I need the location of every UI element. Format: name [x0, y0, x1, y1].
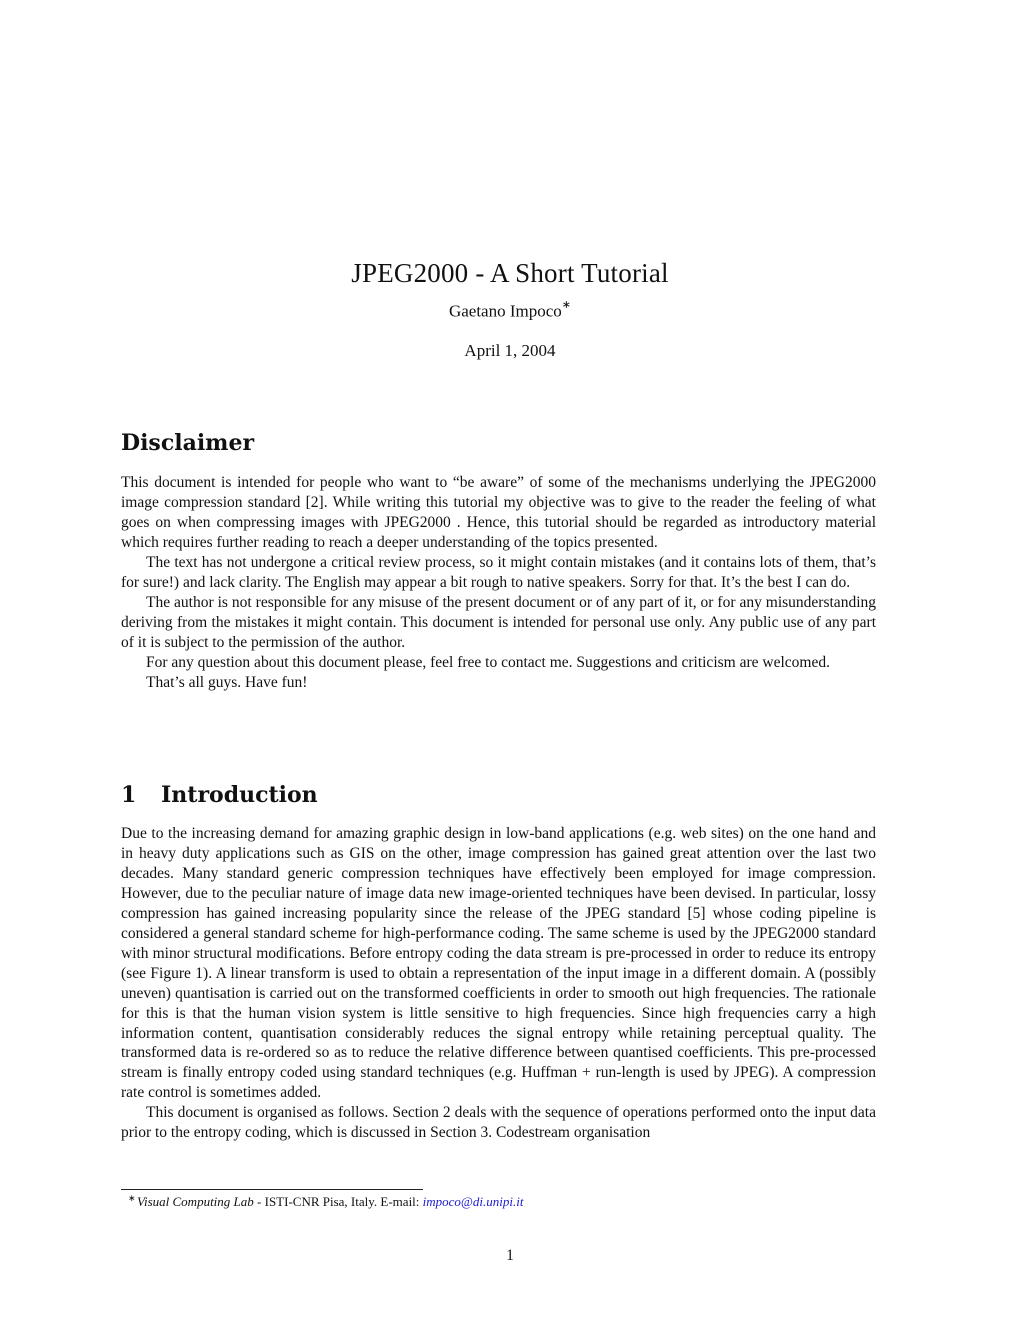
disclaimer-paragraph: The text has not undergone a critical review process, so it might contain mistakes (and it contains lots of them, that’s for sure!) and lack clarity. The English may appear a bit rough to native speakers. Sorry for that. It’s the best I can do. — [121, 553, 876, 591]
disclaimer-paragraph: That’s all guys. Have fun! — [146, 673, 308, 691]
footnote-rule — [121, 1189, 423, 1190]
footnote-separator: - — [253, 1194, 265, 1209]
introduction-body — [121, 824, 876, 1143]
disclaimer-paragraph: For any question about this document please, feel free to contact me. Suggestions and criticism are welcomed. — [146, 653, 830, 671]
author-footnote-mark: ∗ — [561, 299, 572, 311]
author-name: Gaetano Impoco — [448, 301, 562, 321]
introduction-paragraph: This document is organised as follows. Section 2 deals with the sequence of operations performed onto the input data prior to the entropy coding, which is discussed in Section 3. Codestream organisation — [121, 1104, 876, 1142]
author-line — [0, 300, 1020, 322]
footnote — [128, 1193, 524, 1210]
footnote-affiliation: ISTI-CNR Pisa, Italy. E-mail: — [264, 1194, 423, 1209]
paper-title: JPEG2000 - A Short Tutorial — [351, 258, 669, 289]
disclaimer-heading: Disclaimer — [121, 430, 255, 456]
footnote-email-link[interactable]: impoco@di.unipi.it — [422, 1194, 524, 1209]
page-number: 1 — [506, 1247, 514, 1264]
footnote-lab: Visual Computing Lab — [137, 1194, 254, 1209]
section-number: 1 — [121, 782, 137, 808]
disclaimer-paragraph: The author is not responsible for any misuse of the present document or of any part of it, or for any misunderstanding deriving from the mistakes it might contain. This document is intended for personal use only. Any public use of any part of it is subject to the permission of the author. — [121, 593, 876, 651]
paper-date: April 1, 2004 — [464, 341, 556, 360]
disclaimer-body — [121, 473, 876, 692]
footnote-mark: ∗ — [128, 1193, 136, 1203]
introduction-heading — [121, 782, 318, 808]
introduction-paragraph: Due to the increasing demand for amazing graphic design in low-band applications (e.g. web sites) on the one hand and in heavy duty applications such as GIS on the other, image compression has gained great attention over the last two decades. Many standard generic compression techniques have effectively been employed for image compression. However, due to the peculiar nature of image data new image-oriented techniques have been devised. In particular, lossy compression has gained increasing popularity since the release of the JPEG standard [5] whose coding pipeline is considered a general standard scheme for high-performance coding. The same scheme is used by the JPEG2000 standard with minor structural modifications. Before entropy coding the data stream is pre-processed in order to reduce its entropy (see Figure 1). A linear transform is used to obtain a representation of the input image in a different domain. A (possibly uneven) quantisation is carried out on the transformed coefficients in order to smooth out high frequencies. The rationale for this is that the human vision system is little sensitive to high frequencies. Since high frequencies carry a high information content, quantisation considerably reduces the signal entropy while retaining perceptual quality. The transformed data is re-ordered so as to reduce the relative difference between quantised coefficients. This pre-processed stream is finally entropy coded using standard techniques (e.g. Huffman + run-length is used by JPEG). A compression rate control is sometimes added. — [121, 825, 876, 1102]
disclaimer-paragraph: This document is intended for people who want to “be aware” of some of the mechanisms underlying the JPEG2000 image compression standard [2]. While writing this tutorial my objective was to give to the reader the feeling of what goes on when compressing images with JPEG2000 . Hence, this tutorial should be regarded as introductory material which requires further reading to reach a deeper understanding of the topics presented. — [121, 474, 876, 551]
section-title: Introduction — [161, 782, 318, 808]
